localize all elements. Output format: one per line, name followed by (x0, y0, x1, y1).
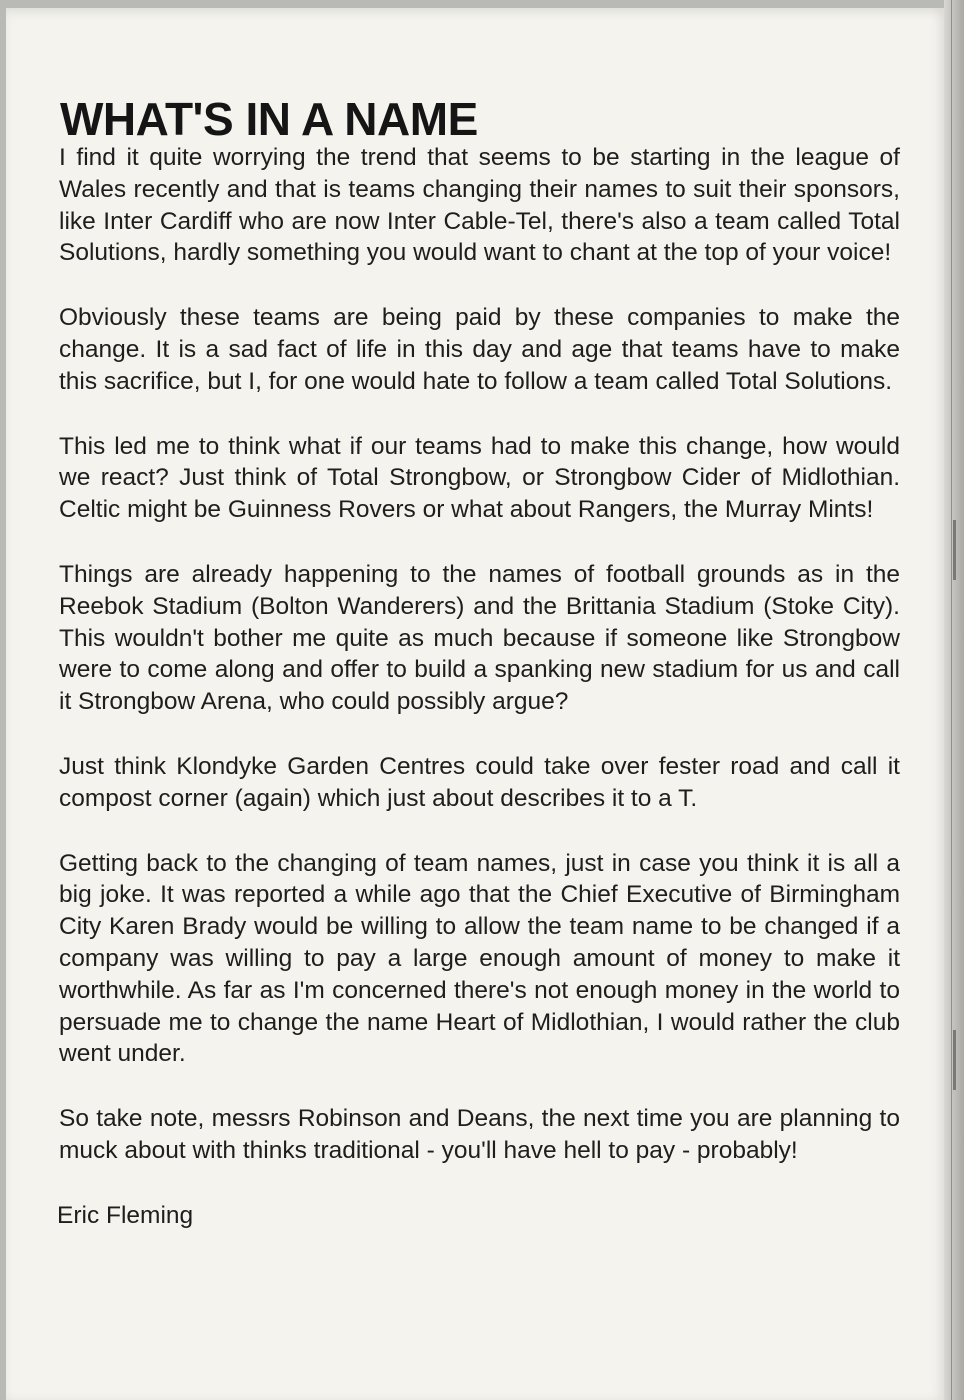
page-edge (944, 0, 964, 1400)
magazine-page (6, 8, 944, 1400)
article-paragraph-1: I find it quite worrying the trend that seems to be starting in the league of Wales recently and that is teams changing their names to suit their sponsors, like Inter Cardiff who are now Inter Cable-Tel, there's also a team called Total Solutions, hardly something you would want to chant at the top of your voice! (59, 144, 900, 267)
article-paragraph-5: Just think Klondyke Garden Centres could take over fester road and call it compost corner (again) which just about describes it to a T. (59, 752, 900, 812)
article-paragraph-4: Things are already happening to the names of football grounds as in the Reebok Stadium (Bolton Wanderers) and the Brittania Stadium (Stoke City). This wouldn't bother me quite as much because if someone like Strongbow were to come along and offer to build a spanking new stadium for us and call it Strongbow Arena, who could possibly argue? (59, 560, 900, 716)
article-paragraph-3: This led me to think what if our teams had to make this change, how would we react? Just think of Total Strongbow, or Strongbow Cider of Midlothian. Celtic might be Guinness Rovers or what about Rangers, the Murray Mints! (59, 432, 900, 524)
article (52, 88, 900, 1232)
binding-line (951, 0, 952, 1400)
article-paragraph-7: So take note, messrs Robinson and Deans, the next time you are planning to muck about with thinks traditional - you'll have hell to pay - probably! (59, 1105, 900, 1164)
article-paragraph-6: Getting back to the changing of team names, just in case you think it is all a big joke. It was reported a while ago that the Chief Executive of Birmingham City Karen Brady would be willing to allow the team name to be changed if a company was willing to pay a large enough amount of money to make it worthwhile. As far as I'm concerned there's not enough money in the world to persuade me to change the name Heart of Midlothian, I would rather the club went under. (59, 849, 900, 1068)
article-author: Eric Fleming (57, 1201, 194, 1229)
article-paragraph-2: Obviously these teams are being paid by these companies to make the change. It is a sad fact of life in this day and age that teams have to make this sacrifice, but I, for one would hate to follow a team called Total Solutions. (59, 304, 900, 395)
edge-mark-upper (953, 520, 956, 580)
edge-mark-lower (953, 1030, 956, 1090)
article-title: WHAT'S IN A NAME (60, 93, 478, 145)
